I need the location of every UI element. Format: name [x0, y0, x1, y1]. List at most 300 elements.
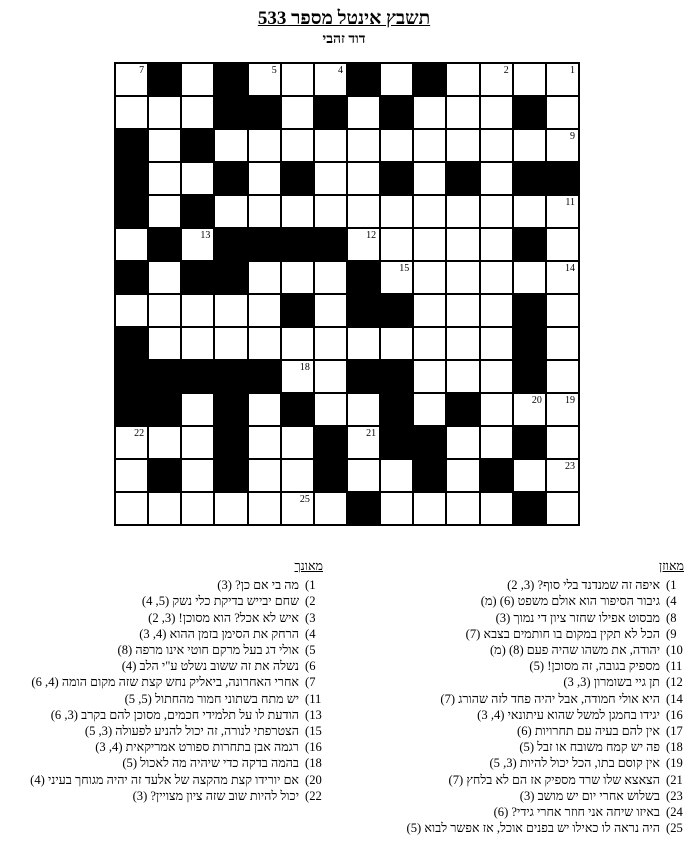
black-cell [513, 360, 546, 393]
grid-cell[interactable] [248, 162, 281, 195]
black-cell [248, 96, 281, 129]
grid-cell[interactable] [115, 426, 148, 459]
grid-cell[interactable] [115, 294, 148, 327]
grid-cell[interactable] [413, 360, 446, 393]
clue-item [1, 691, 323, 707]
black-cell [148, 360, 181, 393]
grid-cell[interactable] [281, 360, 314, 393]
grid-cell[interactable] [513, 393, 546, 426]
black-cell [115, 327, 148, 360]
clue-item-text: איש לא אכל? הוא מסוכן! (3, 2) [148, 610, 299, 625]
grid-cell[interactable] [281, 261, 314, 294]
grid-cell[interactable] [546, 459, 579, 492]
grid-cell[interactable] [248, 459, 281, 492]
clue-item-text: היא אולי חמודה, אבל יהיה פחד לזה שהורג (7) [440, 691, 660, 706]
grid-cell[interactable] [281, 426, 314, 459]
down-clue-list [1, 577, 323, 804]
grid-cell[interactable] [314, 393, 347, 426]
clue-item-number: 24) [666, 805, 683, 820]
grid-cell[interactable] [546, 327, 579, 360]
grid-cell[interactable] [181, 294, 214, 327]
grid-cell[interactable] [347, 195, 380, 228]
black-cell [314, 228, 347, 261]
clue-item-number: 11) [305, 691, 322, 706]
black-cell [181, 261, 214, 294]
grid-cell[interactable] [248, 261, 281, 294]
black-cell [413, 426, 446, 459]
grid-cell[interactable] [281, 327, 314, 360]
grid-cell[interactable] [347, 129, 380, 162]
grid-cell[interactable] [480, 294, 513, 327]
grid-cell[interactable] [480, 129, 513, 162]
grid-cell[interactable] [148, 492, 181, 525]
grid-cell[interactable] [413, 195, 446, 228]
clue-item-text: תן גיי בשומרון (3, 3) [563, 675, 660, 690]
black-cell [181, 360, 214, 393]
clue-item-number: 20) [305, 772, 322, 787]
black-cell [214, 228, 247, 261]
grid-cell[interactable] [314, 162, 347, 195]
grid-cell[interactable] [148, 327, 181, 360]
clue-item-text: באיזו שיחה אני חוזר אחרי גידי? (6) [493, 805, 660, 820]
grid-cell[interactable] [214, 492, 247, 525]
grid-cell[interactable] [314, 294, 347, 327]
grid-cell[interactable] [546, 492, 579, 525]
grid-cell[interactable] [380, 261, 413, 294]
grid-cell[interactable] [248, 327, 281, 360]
black-cell [347, 294, 380, 327]
clue-item [344, 610, 684, 626]
clue-number: 12 [366, 230, 377, 241]
clue-number: 2 [503, 65, 509, 76]
grid-cell[interactable] [148, 129, 181, 162]
grid-cell[interactable] [248, 393, 281, 426]
grid-cell[interactable] [314, 129, 347, 162]
clue-item-number: 25) [666, 821, 683, 836]
black-cell [380, 426, 413, 459]
black-cell [281, 228, 314, 261]
clue-item-number: 11) [666, 659, 683, 674]
clue-item-number: 6) [305, 659, 316, 674]
grid-cell[interactable] [314, 492, 347, 525]
clue-number: 18 [299, 362, 310, 373]
grid-cell[interactable] [546, 129, 579, 162]
grid-cell[interactable] [115, 228, 148, 261]
clue-item-number: 14) [666, 691, 683, 706]
grid-cell[interactable] [347, 426, 380, 459]
clue-item [344, 707, 684, 723]
clue-item [344, 820, 684, 836]
clue-item-number: 23) [666, 788, 683, 803]
grid-cell[interactable] [314, 261, 347, 294]
grid-cell[interactable] [347, 96, 380, 129]
clue-item [1, 772, 323, 788]
grid-cell[interactable] [546, 294, 579, 327]
clue-number: 9 [569, 131, 575, 142]
clue-item-text: אחרי האחרונה, ביאליק נחש קצת שזה מקום הומה (4, 6) [31, 675, 299, 690]
across-clues [344, 558, 684, 836]
puzzle-author: דוד זהבי [322, 32, 366, 47]
clue-item-number: 21) [666, 772, 683, 787]
black-cell [413, 63, 446, 96]
black-cell [214, 96, 247, 129]
black-cell [546, 162, 579, 195]
clue-item [1, 642, 323, 658]
clue-item-text: מבסוט אפילו שחזר ציון די נמוך (3) [495, 610, 660, 625]
clue-number: 22 [134, 428, 145, 439]
grid-cell[interactable] [413, 129, 446, 162]
clue-number: 15 [399, 263, 410, 274]
grid-cell[interactable] [480, 261, 513, 294]
black-cell [214, 162, 247, 195]
black-cell [115, 162, 148, 195]
clue-item-number: 15) [305, 724, 322, 739]
black-cell [513, 492, 546, 525]
grid-cell[interactable] [380, 492, 413, 525]
clue-item-text: יכול להיות שוב שזה ציון מצויין? (3) [132, 788, 299, 803]
grid-cell[interactable] [413, 393, 446, 426]
clue-number: 11 [565, 197, 575, 208]
clue-item-text: הכל לא תקין במקום בו חותמים בצבא (7) [465, 626, 660, 641]
crossword-grid[interactable] [114, 62, 580, 526]
clue-item [344, 772, 684, 788]
clue-number: 23 [564, 461, 575, 472]
grid-cell[interactable] [480, 63, 513, 96]
clue-item-number: 8) [666, 610, 677, 625]
grid-cell[interactable] [480, 228, 513, 261]
grid-cell[interactable] [347, 393, 380, 426]
black-cell [115, 261, 148, 294]
clue-item-number: 3) [305, 610, 316, 625]
grid-cell[interactable] [214, 294, 247, 327]
clue-item [344, 674, 684, 690]
black-cell [513, 96, 546, 129]
grid-cell[interactable] [546, 63, 579, 96]
grid-cell[interactable] [181, 492, 214, 525]
grid-cell[interactable] [546, 195, 579, 228]
black-cell [214, 261, 247, 294]
black-cell [513, 294, 546, 327]
grid-cell[interactable] [347, 459, 380, 492]
grid-cell[interactable] [248, 294, 281, 327]
grid-cell[interactable] [148, 261, 181, 294]
grid-cell[interactable] [281, 96, 314, 129]
clue-item [344, 658, 684, 674]
clue-item-text: איפה זה שמנדנד בלי סוף? (3, 2) [507, 578, 660, 593]
grid-cell[interactable] [214, 195, 247, 228]
clue-item-text: נשלה את זה ששוב נשלט ע"י הלב (4) [121, 659, 299, 674]
grid-cell[interactable] [115, 96, 148, 129]
grid-cell[interactable] [148, 96, 181, 129]
black-cell [380, 360, 413, 393]
black-cell [446, 393, 479, 426]
clue-item-number: 18) [305, 756, 322, 771]
grid-cell[interactable] [314, 360, 347, 393]
black-cell [148, 393, 181, 426]
clue-number: 19 [564, 395, 575, 406]
clue-item [344, 788, 684, 804]
grid-cell[interactable] [413, 228, 446, 261]
clue-item [344, 804, 684, 820]
grid-cell[interactable] [446, 228, 479, 261]
black-cell [347, 360, 380, 393]
clue-item-text: יהודה, את משהו שהיה פעם (8) (מ) [489, 643, 660, 658]
grid-cell[interactable] [480, 162, 513, 195]
clue-number: 7 [139, 65, 145, 76]
clue-number: 8 [238, 98, 244, 109]
black-cell [115, 360, 148, 393]
grid-cell[interactable] [281, 63, 314, 96]
grid-cell[interactable] [413, 327, 446, 360]
clue-item [1, 707, 323, 723]
clue-item [1, 610, 323, 626]
clue-item-text: בשלוש אחרי יום יש מושב (3) [519, 788, 660, 803]
black-cell [513, 426, 546, 459]
grid-cell[interactable] [513, 129, 546, 162]
black-cell [214, 360, 247, 393]
clue-item-number: 13) [305, 707, 322, 722]
grid-cell[interactable] [546, 228, 579, 261]
grid-cell[interactable] [413, 492, 446, 525]
clue-number: 3 [437, 65, 443, 76]
grid-cell[interactable] [281, 129, 314, 162]
grid-cell[interactable] [446, 294, 479, 327]
puzzle-title: תשבץ אינטל מספר 533 [257, 8, 431, 29]
clue-item-text: שחם יבייש בדיקת כלי נשק (5, 4) [141, 594, 299, 609]
grid-cell[interactable] [546, 96, 579, 129]
grid-cell[interactable] [446, 261, 479, 294]
clue-item-number: 4) [305, 626, 316, 641]
grid-cell[interactable] [446, 63, 479, 96]
clue-number: 4 [337, 65, 343, 76]
clue-item [344, 755, 684, 771]
clue-item [1, 739, 323, 755]
grid-cell[interactable] [115, 459, 148, 492]
grid-cell[interactable] [248, 426, 281, 459]
grid-cell[interactable] [546, 261, 579, 294]
black-cell [314, 459, 347, 492]
grid-cell[interactable] [214, 327, 247, 360]
grid-cell[interactable] [413, 261, 446, 294]
black-cell [148, 63, 181, 96]
grid-cell[interactable] [380, 195, 413, 228]
grid-cell[interactable] [446, 96, 479, 129]
grid-cell[interactable] [546, 426, 579, 459]
grid-cell[interactable] [446, 492, 479, 525]
grid-cell[interactable] [480, 96, 513, 129]
clue-number: 20 [531, 395, 542, 406]
grid-cell[interactable] [148, 162, 181, 195]
black-cell [281, 393, 314, 426]
clue-item-text: היה נראה לו כאילו יש בפנים אוכל, אז אפשר לבוא (5) [406, 821, 660, 836]
clue-number: 1 [569, 65, 575, 76]
grid-cell[interactable] [480, 393, 513, 426]
clue-number: 6 [172, 65, 178, 76]
clue-item-text: הודעת לו על תלמידי חכמים, מסוכן להם בקרב (3, 6) [50, 707, 299, 722]
grid-cell[interactable] [181, 459, 214, 492]
clue-item [344, 739, 684, 755]
clue-item-number: 4) [666, 594, 677, 609]
black-cell [314, 426, 347, 459]
grid-cell[interactable] [314, 327, 347, 360]
black-cell [281, 294, 314, 327]
grid-cell[interactable] [281, 492, 314, 525]
black-cell [513, 228, 546, 261]
grid-cell[interactable] [148, 426, 181, 459]
black-cell [115, 393, 148, 426]
grid-cell[interactable] [513, 195, 546, 228]
clue-item-number: 16) [666, 707, 683, 722]
grid-cell[interactable] [347, 327, 380, 360]
grid-cell[interactable] [513, 459, 546, 492]
grid-cell[interactable] [480, 195, 513, 228]
clue-item-text: פה יש קמח משובח או זבל (5) [519, 740, 660, 755]
black-cell [181, 195, 214, 228]
grid-cell[interactable] [314, 63, 347, 96]
clue-item-number: 17) [666, 724, 683, 739]
grid-cell[interactable] [380, 63, 413, 96]
grid-cell[interactable] [148, 195, 181, 228]
black-cell [248, 360, 281, 393]
clue-item [1, 723, 323, 739]
black-cell [148, 459, 181, 492]
clue-item [344, 577, 684, 593]
grid-cell[interactable] [380, 327, 413, 360]
black-cell [214, 426, 247, 459]
clue-item-number: 9) [666, 626, 677, 641]
clue-item [1, 674, 323, 690]
black-cell [281, 162, 314, 195]
grid-cell[interactable] [248, 129, 281, 162]
clue-item-text: יגידו בחמגן למשל שהוא עיתונאי (4, 3) [477, 707, 660, 722]
grid-cell[interactable] [513, 261, 546, 294]
grid-cell[interactable] [314, 195, 347, 228]
clue-number: 24 [531, 494, 542, 505]
clue-number: 17 [531, 329, 542, 340]
grid-cell[interactable] [446, 459, 479, 492]
clue-item-number: 7) [305, 675, 316, 690]
clue-item-text: אם יורידו קצת מהקצה של אלעד זה יהיה מגוחך בעיני (4) [30, 772, 299, 787]
clue-number: 21 [366, 428, 377, 439]
black-cell [148, 228, 181, 261]
grid-cell[interactable] [480, 492, 513, 525]
clue-item [344, 691, 684, 707]
black-cell [314, 96, 347, 129]
black-cell [115, 129, 148, 162]
grid-cell[interactable] [181, 393, 214, 426]
clue-item [344, 626, 684, 642]
grid-cell[interactable] [513, 63, 546, 96]
clue-item [344, 723, 684, 739]
grid-cell[interactable] [214, 129, 247, 162]
black-cell [347, 261, 380, 294]
clue-item-number: 1) [305, 578, 316, 593]
clue-item [1, 626, 323, 642]
clue-item-text: אין קוסם בתו, הכל יכול להיות (3, 5) [489, 756, 660, 771]
clue-item-text: מספיק בגובה, זה מסוכן! (5) [529, 659, 660, 674]
clue-number: 13 [200, 230, 211, 241]
black-cell [380, 393, 413, 426]
clue-item-text: אולי דג בעל מרקם חוטי אינו מרפה (8) [117, 643, 299, 658]
black-cell [181, 129, 214, 162]
across-heading: מאוזן [659, 559, 684, 573]
grid-cell[interactable] [248, 63, 281, 96]
black-cell [513, 327, 546, 360]
grid-cell[interactable] [115, 492, 148, 525]
grid-cell[interactable] [480, 360, 513, 393]
grid-cell[interactable] [380, 459, 413, 492]
clue-number: 10 [399, 164, 410, 175]
grid-cell[interactable] [480, 327, 513, 360]
clue-item-number: 1) [666, 578, 677, 593]
grid-cell[interactable] [446, 360, 479, 393]
grid-cell[interactable] [148, 294, 181, 327]
clue-item-text: רגמה אבן בתחרות ספורט אמריקאית (4, 3) [95, 740, 299, 755]
black-cell [214, 393, 247, 426]
clue-item-number: 10) [666, 643, 683, 658]
grid-cell[interactable] [546, 393, 579, 426]
grid-cell[interactable] [446, 129, 479, 162]
grid-cell[interactable] [380, 228, 413, 261]
clue-item-text: מה בי אם כן? (3) [217, 578, 299, 593]
clue-item [1, 593, 323, 609]
clue-item [1, 658, 323, 674]
grid-cell[interactable] [413, 294, 446, 327]
grid-cell[interactable] [347, 228, 380, 261]
grid-cell[interactable] [480, 426, 513, 459]
grid-cell[interactable] [181, 426, 214, 459]
grid-cell[interactable] [248, 195, 281, 228]
grid-cell[interactable] [413, 162, 446, 195]
clue-item-number: 19) [666, 756, 683, 771]
black-cell [347, 63, 380, 96]
grid-cell[interactable] [347, 162, 380, 195]
grid-cell[interactable] [446, 426, 479, 459]
black-cell [347, 492, 380, 525]
clue-item-number: 18) [666, 740, 683, 755]
grid-cell[interactable] [281, 195, 314, 228]
grid-cell[interactable] [181, 96, 214, 129]
black-cell [413, 459, 446, 492]
black-cell [480, 459, 513, 492]
grid-cell[interactable] [115, 63, 148, 96]
grid-cell[interactable] [181, 63, 214, 96]
clue-item [1, 755, 323, 771]
black-cell [115, 195, 148, 228]
grid-cell[interactable] [446, 195, 479, 228]
grid-cell[interactable] [446, 327, 479, 360]
grid-cell[interactable] [181, 228, 214, 261]
clue-number: 14 [564, 263, 575, 274]
grid-cell[interactable] [281, 459, 314, 492]
grid-cell[interactable] [413, 96, 446, 129]
grid-cell[interactable] [181, 327, 214, 360]
grid-cell[interactable] [380, 129, 413, 162]
grid-cell[interactable] [181, 162, 214, 195]
clue-number: 25 [299, 494, 310, 505]
clue-item-text: גיבור הסיפור הוא אולם משפט (6) (מ) [480, 594, 660, 609]
black-cell [214, 63, 247, 96]
clue-item-number: 2) [305, 594, 316, 609]
clue-item-text: בהמה בדקה כדי שיהיה מה לאכול (5) [122, 756, 299, 771]
clue-item-text: הצטרפתי לנורה, זה יכול להניע לפעולה (3, 5) [84, 724, 299, 739]
clue-item [1, 788, 323, 804]
down-heading: מאונך [294, 559, 323, 573]
grid-cell[interactable] [546, 360, 579, 393]
black-cell [248, 228, 281, 261]
grid-cell[interactable] [248, 492, 281, 525]
clue-item [344, 593, 684, 609]
